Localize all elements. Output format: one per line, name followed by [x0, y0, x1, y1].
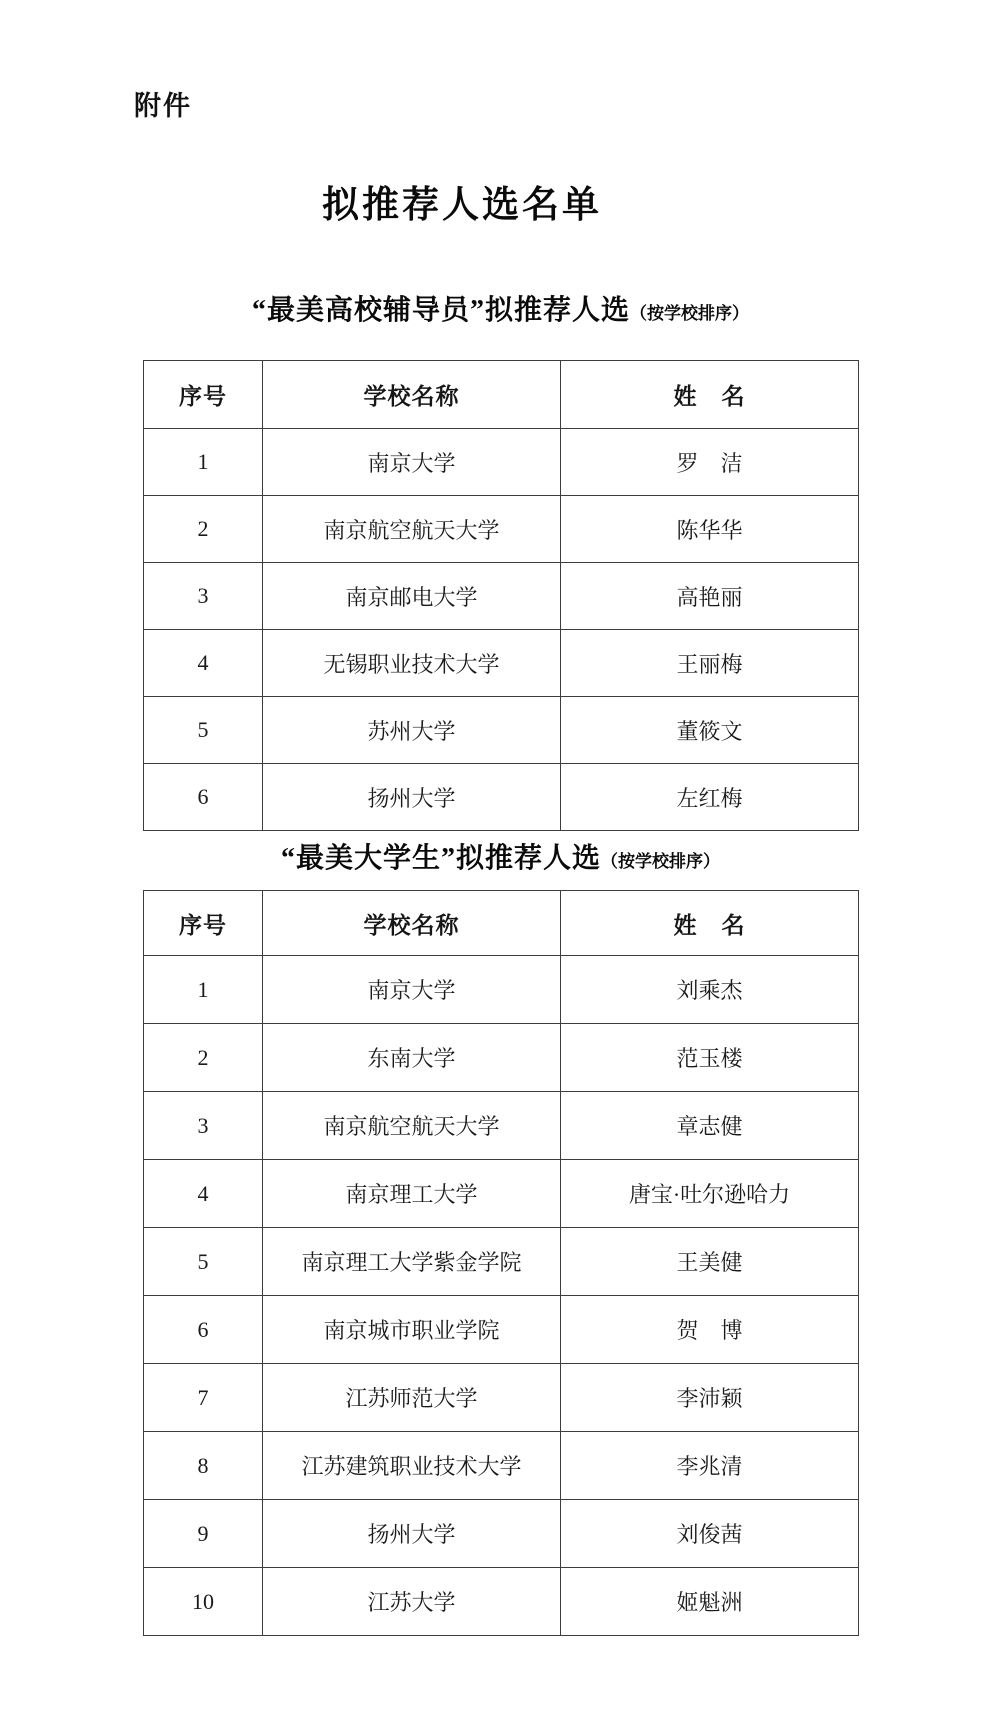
cell-no: 9 — [144, 1500, 263, 1568]
table-row — [144, 1228, 859, 1296]
cell-name: 姬魁洲 — [561, 1568, 859, 1636]
cell-name: 章志健 — [561, 1092, 859, 1160]
cell-school: 江苏师范大学 — [263, 1364, 561, 1432]
cell-school: 南京城市职业学院 — [263, 1296, 561, 1364]
cell-school: 苏州大学 — [263, 697, 561, 764]
cell-no: 2 — [144, 496, 263, 563]
table-row — [144, 429, 859, 496]
counselor-candidates-table — [143, 360, 859, 831]
cell-no: 4 — [144, 1160, 263, 1228]
table-row — [144, 1296, 859, 1364]
cell-name: 董筱文 — [561, 697, 859, 764]
cell-school: 扬州大学 — [263, 764, 561, 831]
cell-school: 扬州大学 — [263, 1500, 561, 1568]
header-cell-no: 序号 — [144, 361, 263, 429]
table-header-row — [144, 361, 859, 429]
cell-name: 陈华华 — [561, 496, 859, 563]
cell-no: 6 — [144, 764, 263, 831]
table-row — [144, 496, 859, 563]
section1-heading-note: （按学校排序） — [630, 304, 749, 323]
cell-name: 王美健 — [561, 1228, 859, 1296]
table-row — [144, 764, 859, 831]
cell-name: 李兆清 — [561, 1432, 859, 1500]
cell-school: 南京航空航天大学 — [263, 496, 561, 563]
cell-no: 1 — [144, 956, 263, 1024]
cell-no: 6 — [144, 1296, 263, 1364]
cell-school: 南京大学 — [263, 429, 561, 496]
cell-school: 东南大学 — [263, 1024, 561, 1092]
table-row — [144, 956, 859, 1024]
header-cell-no: 序号 — [144, 891, 263, 956]
cell-no: 7 — [144, 1364, 263, 1432]
cell-school: 南京邮电大学 — [263, 563, 561, 630]
cell-school: 南京航空航天大学 — [263, 1092, 561, 1160]
cell-no: 10 — [144, 1568, 263, 1636]
table-header-row — [144, 891, 859, 956]
cell-name: 王丽梅 — [561, 630, 859, 697]
table-row — [144, 1500, 859, 1568]
header-cell-name: 姓 名 — [561, 361, 859, 429]
cell-no: 8 — [144, 1432, 263, 1500]
table-row — [144, 1024, 859, 1092]
section1-heading — [143, 288, 858, 328]
cell-no: 2 — [144, 1024, 263, 1092]
table-row — [144, 1432, 859, 1500]
cell-no: 4 — [144, 630, 263, 697]
cell-name: 左红梅 — [561, 764, 859, 831]
cell-school: 南京理工大学紫金学院 — [263, 1228, 561, 1296]
cell-name: 贺 博 — [561, 1296, 859, 1364]
header-cell-school: 学校名称 — [263, 891, 561, 956]
cell-name: 李沛颖 — [561, 1364, 859, 1432]
table-row — [144, 630, 859, 697]
page-title: 拟推荐人选名单 — [322, 185, 602, 226]
table-row — [144, 1364, 859, 1432]
cell-no: 3 — [144, 563, 263, 630]
cell-name: 唐宝·吐尔逊哈力 — [561, 1160, 859, 1228]
cell-name: 罗 洁 — [561, 429, 859, 496]
section1-heading-main: “最美高校辅导员”拟推荐人选 — [251, 295, 630, 326]
cell-no: 1 — [144, 429, 263, 496]
table-row — [144, 1092, 859, 1160]
table-row — [144, 1160, 859, 1228]
cell-no: 5 — [144, 1228, 263, 1296]
cell-school: 江苏建筑职业技术大学 — [263, 1432, 561, 1500]
student-candidates-table — [143, 890, 859, 1636]
table-row — [144, 563, 859, 630]
attachment-label: 附件 — [134, 91, 192, 121]
cell-no: 3 — [144, 1092, 263, 1160]
cell-no: 5 — [144, 697, 263, 764]
section2-heading-main: “最美大学生”拟推荐人选 — [280, 843, 601, 874]
cell-name: 刘俊茜 — [561, 1500, 859, 1568]
cell-name: 范玉楼 — [561, 1024, 859, 1092]
table-row — [144, 1568, 859, 1636]
cell-school: 南京大学 — [263, 956, 561, 1024]
cell-school: 南京理工大学 — [263, 1160, 561, 1228]
header-cell-school: 学校名称 — [263, 361, 561, 429]
table-row — [144, 697, 859, 764]
section2-heading — [143, 836, 858, 876]
cell-name: 刘乘杰 — [561, 956, 859, 1024]
cell-name: 高艳丽 — [561, 563, 859, 630]
header-cell-name: 姓 名 — [561, 891, 859, 956]
cell-school: 无锡职业技术大学 — [263, 630, 561, 697]
cell-school: 江苏大学 — [263, 1568, 561, 1636]
section2-heading-note: （按学校排序） — [601, 852, 720, 871]
